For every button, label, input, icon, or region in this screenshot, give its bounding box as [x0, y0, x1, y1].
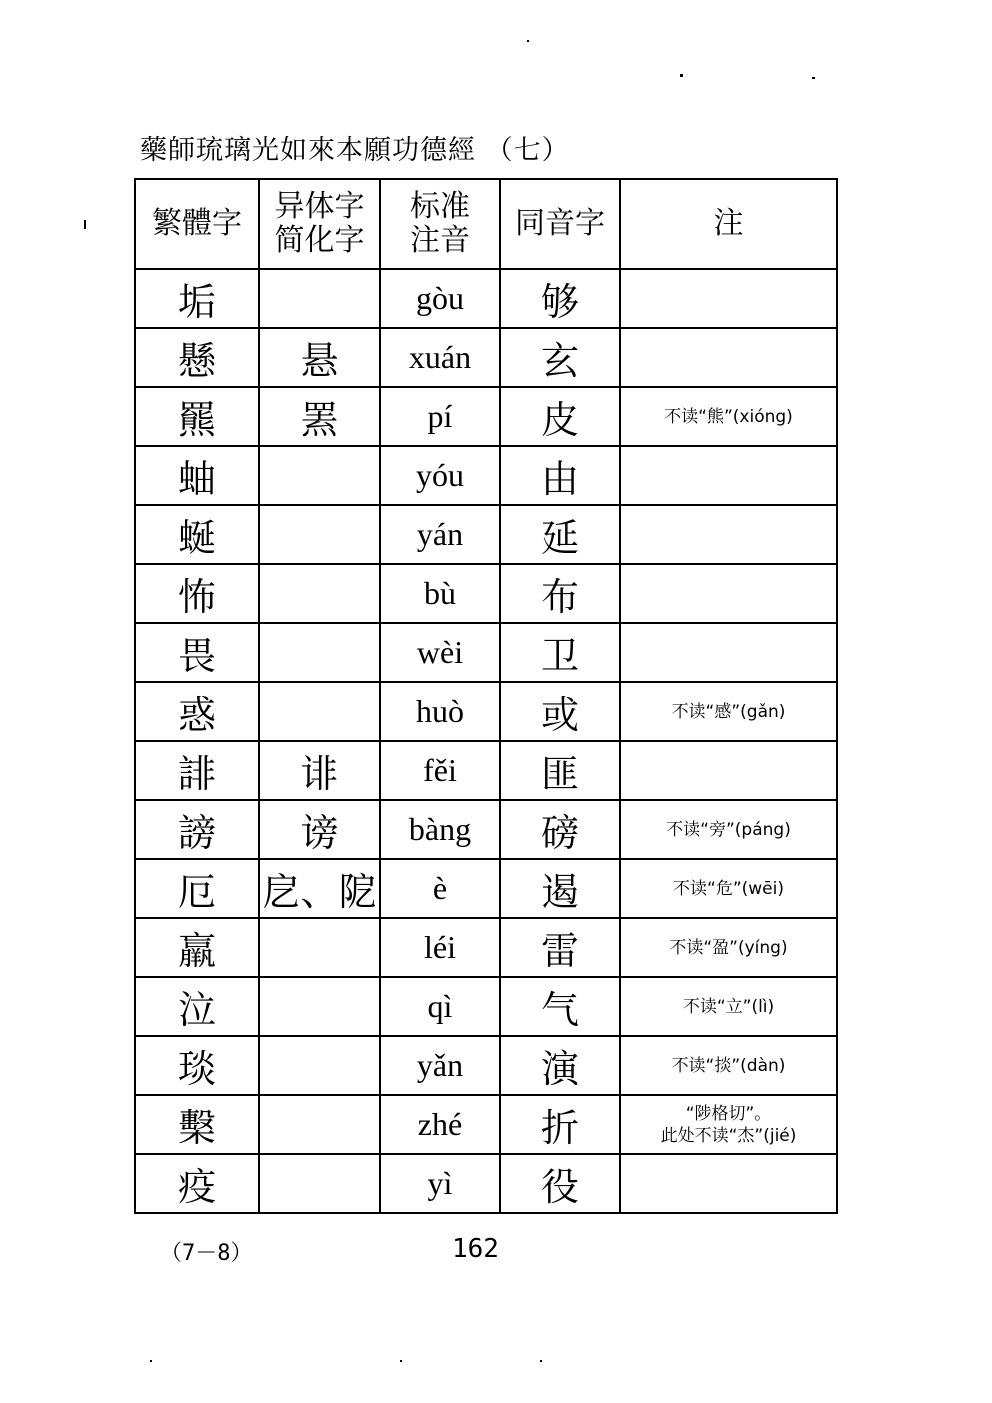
traditional-cell: 蜒	[135, 505, 259, 564]
traditional-cell: 垢	[135, 269, 259, 328]
traditional-cell: 惑	[135, 682, 259, 741]
note-line: “陟格切”。	[685, 1103, 772, 1124]
homophone-cell: 演	[500, 1036, 620, 1095]
table-row	[135, 859, 837, 918]
homophone-cell: 折	[500, 1095, 620, 1154]
header-note-label: 注	[713, 206, 744, 241]
homophone-cell: 或	[500, 682, 620, 741]
traditional-cell: 懸	[135, 328, 259, 387]
table-row	[135, 446, 837, 505]
note-cell: 不读“熊”(xióng)	[620, 387, 837, 446]
page-title: 藥師琉璃光如來本願功德經 （七）	[140, 135, 570, 166]
note-cell: 不读“盈”(yíng)	[620, 918, 837, 977]
header-homophone	[500, 179, 620, 269]
note-cell	[620, 741, 837, 800]
pinyin-cell: yì	[380, 1154, 500, 1213]
traditional-cell: 誹	[135, 741, 259, 800]
scan-speck	[527, 40, 529, 42]
pinyin-cell: pí	[380, 387, 500, 446]
traditional-cell: 謗	[135, 800, 259, 859]
variant-cell	[259, 446, 380, 505]
table-row	[135, 564, 837, 623]
pinyin-cell: fěi	[380, 741, 500, 800]
traditional-cell: 畏	[135, 623, 259, 682]
character-table	[134, 178, 838, 1214]
homophone-cell: 皮	[500, 387, 620, 446]
table-row	[135, 977, 837, 1036]
header-pinyin-label-2: 注音	[410, 223, 470, 258]
header-homophone-label: 同音字	[515, 206, 605, 241]
traditional-cell: 疫	[135, 1154, 259, 1213]
pinyin-cell: yán	[380, 505, 500, 564]
note-cell	[620, 328, 837, 387]
homophone-cell: 够	[500, 269, 620, 328]
scan-speck	[680, 74, 683, 77]
table-header-row	[135, 179, 837, 269]
pinyin-cell: léi	[380, 918, 500, 977]
homophone-cell: 延	[500, 505, 620, 564]
table-row	[135, 682, 837, 741]
note-cell	[620, 623, 837, 682]
pinyin-cell: zhé	[380, 1095, 500, 1154]
note-cell: 不读“危”(wēi)	[620, 859, 837, 918]
table-row	[135, 741, 837, 800]
pinyin-cell: xuán	[380, 328, 500, 387]
homophone-cell: 卫	[500, 623, 620, 682]
variant-cell	[259, 564, 380, 623]
table-body	[135, 269, 837, 1213]
note-cell	[620, 505, 837, 564]
note-cell: 不读“掞”(dàn)	[620, 1036, 837, 1095]
pinyin-cell: qì	[380, 977, 500, 1036]
homophone-cell: 雷	[500, 918, 620, 977]
table-row	[135, 918, 837, 977]
table-row	[135, 623, 837, 682]
homophone-cell: 匪	[500, 741, 620, 800]
header-traditional	[135, 179, 259, 269]
traditional-cell: 羆	[135, 387, 259, 446]
table-row	[135, 328, 837, 387]
pinyin-cell: bàng	[380, 800, 500, 859]
header-variant	[259, 179, 380, 269]
traditional-cell: 怖	[135, 564, 259, 623]
note-line: 此处不读“杰”(jié)	[660, 1125, 797, 1146]
page-number: 162	[452, 1234, 499, 1264]
variant-cell	[259, 269, 380, 328]
pinyin-cell: huò	[380, 682, 500, 741]
traditional-cell: 厄	[135, 859, 259, 918]
table-row	[135, 1095, 837, 1154]
scan-speck	[540, 1360, 542, 1362]
variant-cell: 谤	[259, 800, 380, 859]
header-note	[620, 179, 837, 269]
variant-cell	[259, 505, 380, 564]
header-pinyin	[380, 179, 500, 269]
note-cell	[620, 446, 837, 505]
note-cell: 不读“旁”(páng)	[620, 800, 837, 859]
scan-speck	[84, 220, 86, 229]
variant-cell	[259, 623, 380, 682]
traditional-cell: 羸	[135, 918, 259, 977]
pinyin-cell: bù	[380, 564, 500, 623]
variant-cell: 诽	[259, 741, 380, 800]
variant-cell: 悬	[259, 328, 380, 387]
table-row	[135, 800, 837, 859]
traditional-cell: 檕	[135, 1095, 259, 1154]
scan-speck	[150, 1360, 152, 1362]
traditional-cell: 蚰	[135, 446, 259, 505]
table-row	[135, 269, 837, 328]
scan-speck	[812, 77, 815, 79]
variant-cell	[259, 1095, 380, 1154]
note-cell	[620, 1095, 837, 1154]
variant-cell	[259, 918, 380, 977]
homophone-cell: 磅	[500, 800, 620, 859]
scan-speck	[400, 1360, 402, 1362]
pinyin-cell: yǎn	[380, 1036, 500, 1095]
header-variant-label-2: 简化字	[274, 223, 365, 258]
pinyin-cell: yóu	[380, 446, 500, 505]
table-row	[135, 1154, 837, 1213]
header-traditional-label: 繁體字	[152, 206, 242, 241]
note-cell: 不读“感”(gǎn)	[620, 682, 837, 741]
homophone-cell: 布	[500, 564, 620, 623]
note-cell: 不读“立”(lì)	[620, 977, 837, 1036]
variant-cell: 戹、阸	[259, 859, 380, 918]
homophone-cell: 役	[500, 1154, 620, 1213]
table-row	[135, 1036, 837, 1095]
footer-code: （7－8）	[160, 1241, 253, 1266]
note-cell	[620, 1154, 837, 1213]
traditional-cell: 泣	[135, 977, 259, 1036]
variant-cell	[259, 682, 380, 741]
pinyin-cell: è	[380, 859, 500, 918]
note-cell	[620, 269, 837, 328]
variant-cell: 罴	[259, 387, 380, 446]
note-cell	[620, 564, 837, 623]
variant-cell	[259, 1154, 380, 1213]
variant-cell	[259, 977, 380, 1036]
pinyin-cell: gòu	[380, 269, 500, 328]
header-variant-label-1: 异体字	[274, 189, 365, 224]
variant-cell	[259, 1036, 380, 1095]
homophone-cell: 玄	[500, 328, 620, 387]
table-row	[135, 505, 837, 564]
homophone-cell: 由	[500, 446, 620, 505]
header-pinyin-label-1: 标准	[410, 189, 470, 224]
homophone-cell: 遏	[500, 859, 620, 918]
homophone-cell: 气	[500, 977, 620, 1036]
traditional-cell: 琰	[135, 1036, 259, 1095]
table-row	[135, 387, 837, 446]
pinyin-cell: wèi	[380, 623, 500, 682]
